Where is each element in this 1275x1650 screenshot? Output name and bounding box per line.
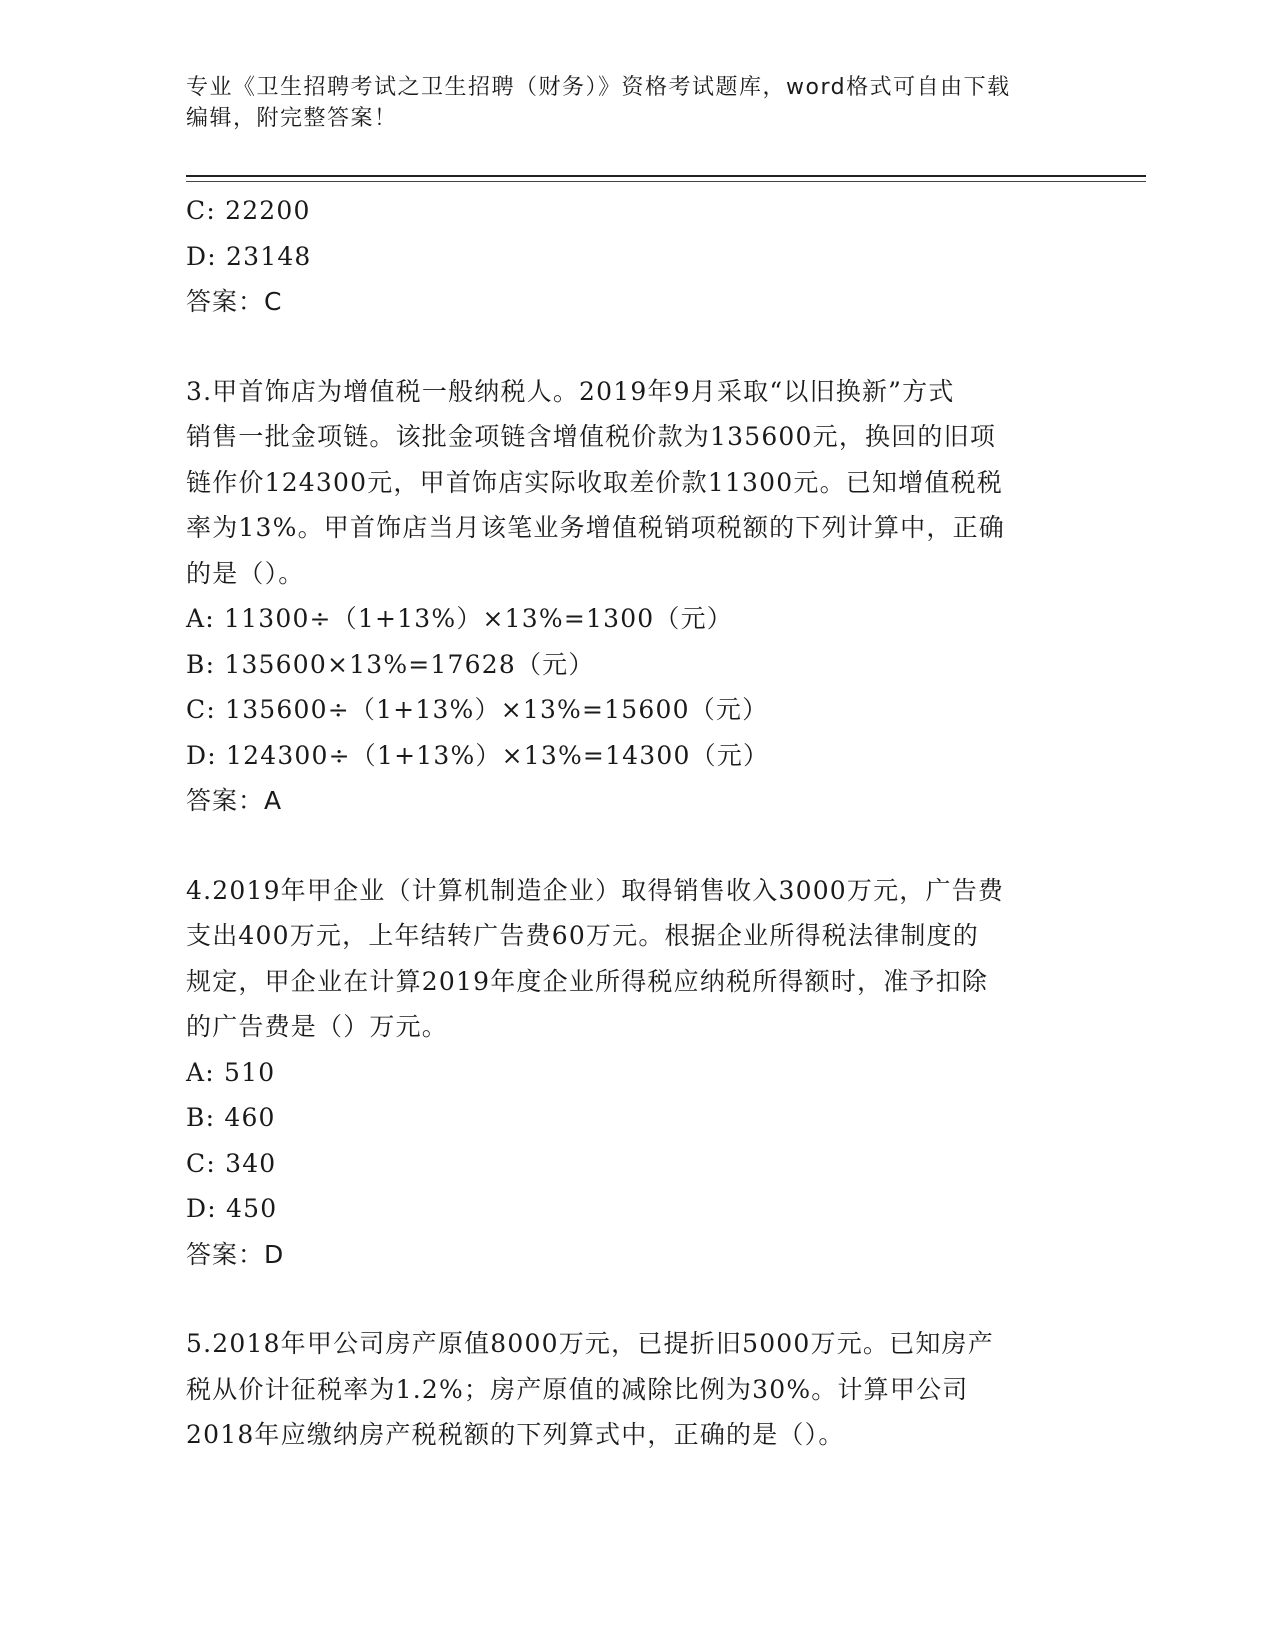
header-line-2: 编辑，附完整答案！ (186, 106, 398, 131)
question-text-line: 3.甲首饰店为增值税一般纳税人。2019年9月采取“以旧换新”方式 (186, 376, 955, 406)
previous-question-tail (186, 188, 1076, 325)
option-b: B: 460 (186, 1103, 276, 1132)
question-text-line: 支出400万元，上年结转广告费60万元。根据企业所得税法律制度的 (186, 921, 979, 950)
question-4 (186, 868, 1076, 1278)
question-text-line: 的广告费是（）万元。 (186, 1012, 449, 1041)
question-text-line: 销售一批金项链。该批金项链含增值税价款为135600元，换回的旧项 (186, 422, 997, 451)
header-divider-thick (186, 175, 1146, 177)
question-text-line: 规定，甲企业在计算2019年度企业所得税应纳税所得额时，准予扣除 (186, 966, 989, 996)
question-3 (186, 369, 1076, 824)
question-text-line: 4.2019年甲企业（计算机制造企业）取得销售收入3000万元，广告费 (186, 875, 1005, 905)
page-header (186, 72, 1066, 134)
option-d: D: 450 (186, 1194, 278, 1223)
question-text-line: 的是（）。 (186, 558, 305, 588)
question-text-line: 链作价124300元，甲首饰店实际收取差价款11300元。已知增值税税 (186, 467, 1003, 497)
header-divider-thin (186, 181, 1146, 182)
option-c: C: 340 (186, 1148, 277, 1178)
option-a: A: 11300÷（1+13%）×13%=1300（元） (186, 604, 734, 633)
answer-line: 答案：A (186, 786, 283, 815)
option-b: B: 135600×13%=17628（元） (186, 649, 595, 679)
question-5 (186, 1321, 1076, 1458)
option-d: D: 23148 (186, 241, 312, 271)
answer-line: 答案：D (186, 1239, 285, 1269)
option-c: C: 22200 (186, 196, 311, 225)
header-line-1: 专业《卫生招聘考试之卫生招聘（财务）》资格考试题库，word格式可自由下载 (186, 75, 1011, 100)
option-c: C: 135600÷（1+13%）×13%=15600（元） (186, 695, 769, 724)
question-text-line: 率为13%。甲首饰店当月该笔业务增值税销项税额的下列计算中，正确 (186, 513, 1005, 542)
question-text-line: 5.2018年甲公司房产原值8000万元，已提折旧5000万元。已知房产 (186, 1329, 994, 1358)
option-a: A: 510 (186, 1057, 276, 1087)
document-body (186, 188, 1076, 1458)
question-text-line: 税从价计征税率为1.2%；房产原值的减除比例为30%。计算甲公司 (186, 1374, 969, 1404)
option-d: D: 124300÷（1+13%）×13%=14300（元） (186, 740, 770, 770)
question-text-line: 2018年应缴纳房产税税额的下列算式中，正确的是（）。 (186, 1420, 845, 1449)
answer-line: 答案：C (186, 287, 283, 316)
